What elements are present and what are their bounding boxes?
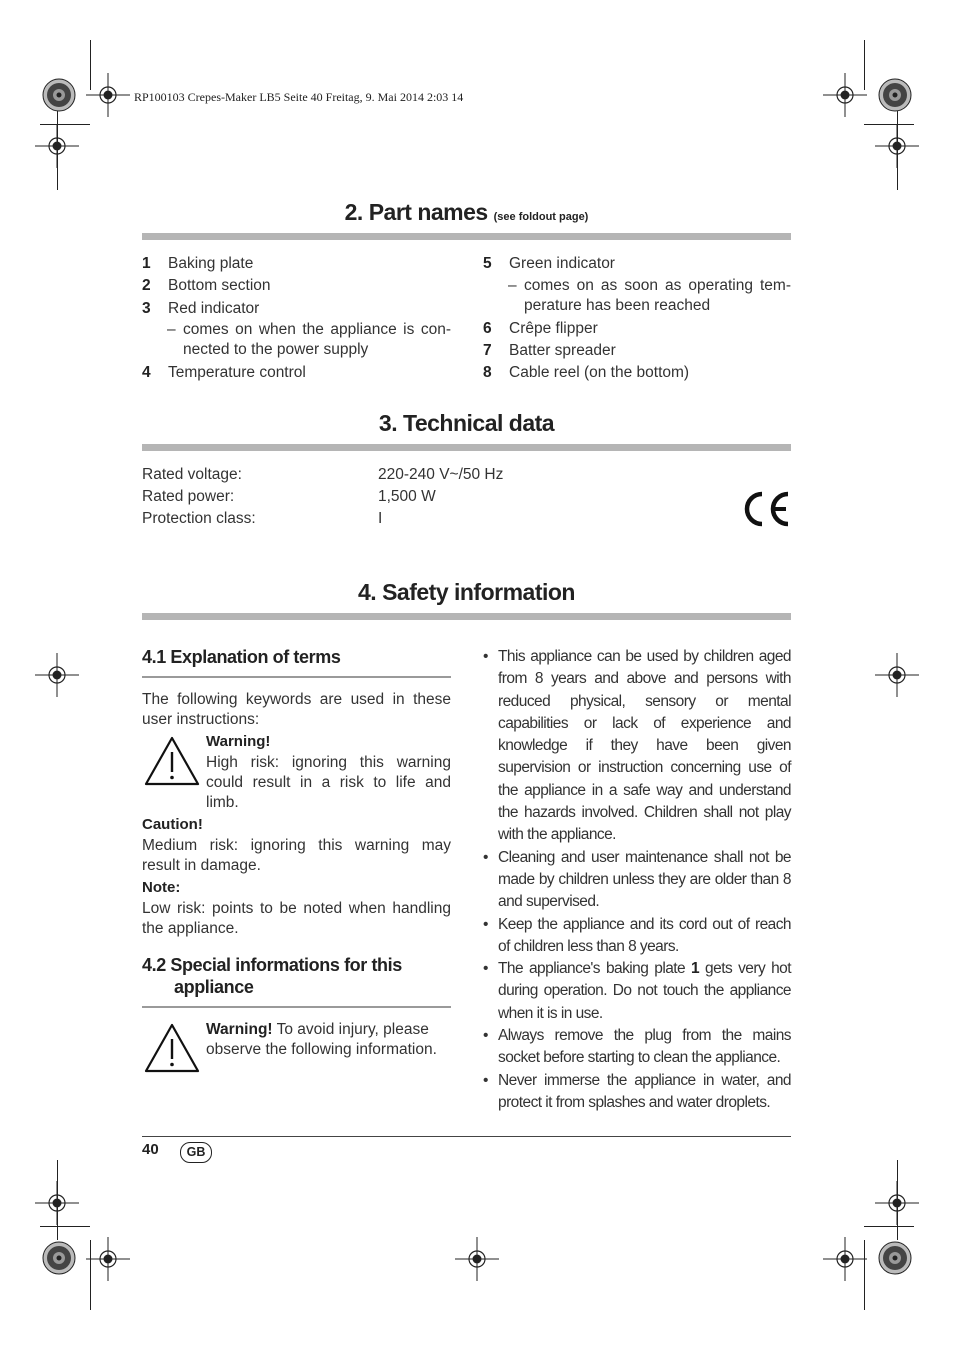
part-names-note: (see foldout page) [493, 211, 589, 223]
list-item: • Never immerse the appliance in water, and protect it from splashes and water droplets. [483, 1071, 791, 1111]
print-header: RP100103 Crepes-Maker LB5 Seite 40 Freitag, 9. Mai 2014 2:03 14 [134, 90, 464, 104]
red-indicator-description: – comes on when the appliance is con-nected to the power supply [167, 321, 451, 358]
list-item: • Cleaning and user maintenance shall not be made by children unless they are older than 8 and supervised. [483, 848, 791, 911]
protection-class-label: Protection class: [142, 510, 256, 527]
page-number: 40 [142, 1141, 159, 1158]
section-bar [142, 613, 791, 620]
list-item: • The appliance's baking plate 1 gets very hot during operation. Do not touch the appliance when it is in use. [483, 960, 791, 1022]
warning-triangle-icon [143, 1022, 201, 1074]
list-item: • Always remove the plug from the mains socket before starting to clean the appliance. [483, 1027, 791, 1067]
warning-keyword: Warning! [206, 733, 271, 750]
subsection-rule [142, 676, 451, 678]
section-title-safety: 4. Safety information [358, 579, 575, 605]
explanation-intro: The following keywords are used in these user instructions: [142, 691, 451, 728]
list-item: • Keep the appliance and its cord out of reach of children less than 8 years. [483, 915, 791, 955]
rated-voltage-value: 220-240 V~/50 Hz [378, 466, 504, 483]
green-indicator-description: – comes on as soon as operating tem-perature has been reached [508, 277, 791, 314]
warning-description: High risk: ignoring this warning could result in a risk to life and limb. [206, 754, 451, 811]
subsection-rule [142, 1006, 451, 1008]
rated-power-value: 1,500 W [378, 488, 436, 505]
section-bar [142, 444, 791, 451]
footer-rule [142, 1136, 791, 1137]
rated-voltage-label: Rated voltage: [142, 466, 242, 483]
special-warning: Warning! To avoid injury, please observe the following information. [206, 1021, 437, 1058]
section-title-technical-data: 3. Technical data [378, 410, 555, 436]
part-list-right: 5 Green indicator 6 Crêpe flipper 7 Batter spreader 8 Cable reel (on the bottom) [483, 255, 690, 381]
safety-bullet-list [483, 646, 791, 1114]
section-title-part-names [142, 199, 791, 226]
list-item: • This appliance can be used by children aged from 8 years and above and persons with reduced physical, sensory or mental capabilities or lack of experience and knowledge if they have been given supervision or instruction concerning use of the appliance in a safe way and understand the hazards involved. Children shall not play with the appliance. [483, 648, 791, 844]
note-keyword: Note: [142, 879, 181, 896]
part-list-left: 1 Baking plate 2 Bottom section 3 Red indicator 4 Temperature control [142, 255, 306, 381]
rated-power-label: Rated power: [142, 488, 235, 505]
ce-mark-icon [740, 490, 792, 528]
subsection-title-explanation: 4.1 Explanation of terms [142, 647, 341, 667]
subsection-title-special: 4.2 Special informations for this appliance [142, 955, 402, 997]
note-description: Low risk: points to be noted when handling the appliance. [142, 900, 451, 937]
section-bar [142, 233, 791, 240]
part-names-title: 2. Part names [344, 199, 488, 225]
caution-description: Medium risk: ignoring this warning may result in damage. [142, 837, 451, 874]
warning-triangle-icon [143, 735, 201, 787]
protection-class-value: I [378, 510, 383, 527]
caution-keyword: Caution! [142, 816, 203, 833]
language-badge: GB [180, 1142, 212, 1163]
